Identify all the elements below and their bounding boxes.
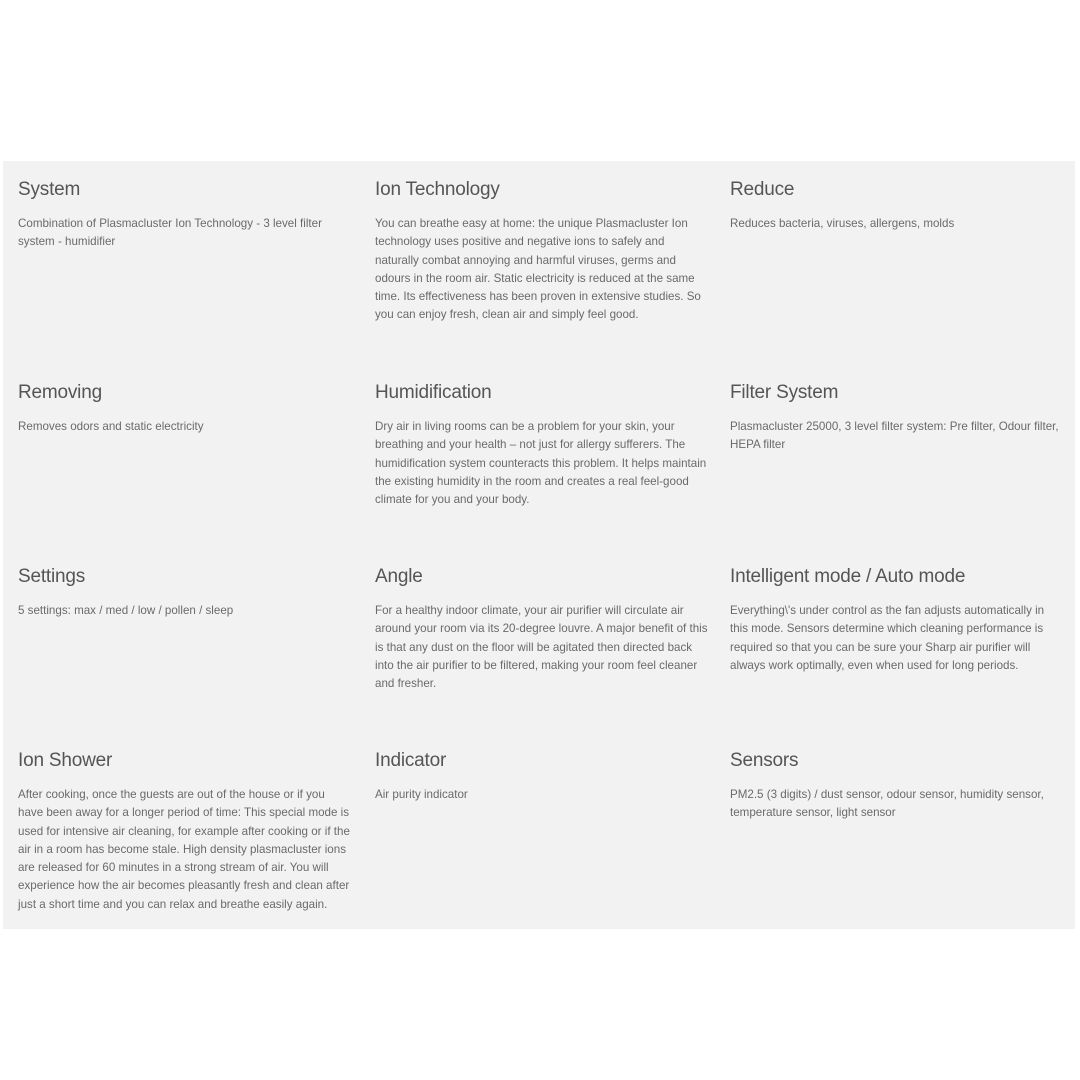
feature-description: Dry air in living rooms can be a problem for your skin, your breathing and your health – not just for allergy sufferers. The humidification system counteracts this problem. It helps maintain the existing humidity in the room and creates a real feel-good climate for you and your body. <box>375 420 707 507</box>
feature-filter-system <box>730 382 1065 455</box>
feature-description: Reduces bacteria, viruses, allergens, molds <box>730 217 955 230</box>
feature-title: Reduce <box>730 179 795 200</box>
feature-description: PM2.5 (3 digits) / dust sensor, odour sensor, humidity sensor, temperature sensor, light sensor <box>730 788 1044 820</box>
feature-sensors <box>730 750 1065 823</box>
feature-title: Filter System <box>730 382 839 403</box>
feature-description: Plasmacluster 25000, 3 level filter system: Pre filter, Odour filter, HEPA filter <box>730 420 1059 452</box>
feature-description: Removes odors and static electricity <box>18 420 204 433</box>
feature-humidification <box>375 382 710 509</box>
feature-ion-shower <box>18 750 353 914</box>
feature-description: 5 settings: max / med / low / pollen / sleep <box>18 604 234 617</box>
feature-intelligent-mode <box>730 566 1065 675</box>
feature-system <box>18 179 353 252</box>
feature-title: Humidification <box>375 382 492 403</box>
feature-description: Everything\'s under control as the fan adjusts automatically in this mode. Sensors determine which cleaning performance is required so that you can be sure your Sharp air purifier will always work optimally, even when used for long periods. <box>730 604 1045 672</box>
feature-title: Removing <box>18 382 102 403</box>
feature-description: After cooking, once the guests are out of the house or if you have been away for a longer period of time: This special mode is used for intensive air cleaning, for example after cooking or if the air in a room has become stale. High density plasmacluster ions are released for 60 minutes in a strong stream of air. You will experience how the air becomes pleasantly fresh and clean after just a short time and you can relax and breathe easily again. <box>18 788 350 911</box>
feature-title: Intelligent mode / Auto mode <box>730 566 966 587</box>
feature-angle <box>375 566 710 693</box>
feature-description: Combination of Plasmacluster Ion Technology - 3 level filter system - humidifier <box>18 217 322 249</box>
feature-title: Sensors <box>730 750 799 771</box>
feature-grid <box>3 161 1075 929</box>
feature-settings <box>18 566 353 620</box>
feature-indicator <box>375 750 710 804</box>
feature-title: Settings <box>18 566 86 587</box>
feature-description: For a healthy indoor climate, your air purifier will circulate air around your room via its 20-degree louvre. A major benefit of this is that any dust on the floor will be agitated then directed back into the air purifier to be filtered, making your room feel cleaner and fresher. <box>375 604 708 691</box>
feature-ion-technology <box>375 179 710 325</box>
feature-description: Air purity indicator <box>375 788 468 801</box>
feature-reduce <box>730 179 1065 233</box>
feature-title: Ion Technology <box>375 179 500 200</box>
feature-title: Indicator <box>375 750 447 771</box>
feature-removing <box>18 382 353 436</box>
feature-title: Angle <box>375 566 423 587</box>
feature-title: System <box>18 179 81 200</box>
feature-title: Ion Shower <box>18 750 113 771</box>
feature-description: You can breathe easy at home: the unique Plasmacluster Ion technology uses positive and negative ions to safely and naturally combat annoying and harmful viruses, germs and odours in the room air. Static electricity is reduced at the same time. Its effectiveness has been proven in extensive studies. So you can enjoy fresh, clean air and simply feel good. <box>375 217 701 322</box>
